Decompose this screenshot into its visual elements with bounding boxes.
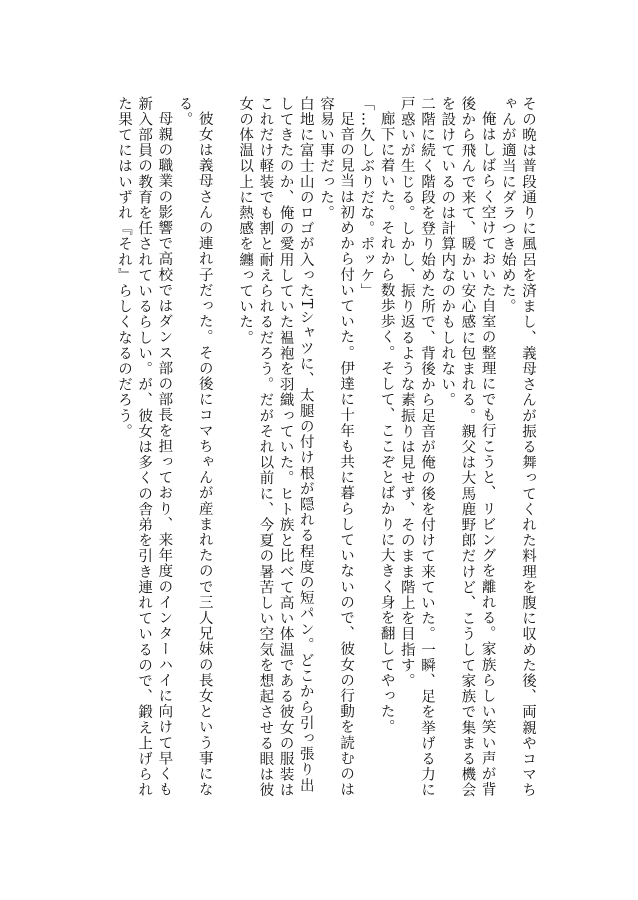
paragraph-6: 足音の見当は初めから付いていた。伊達に十年も共に暮らしていないので、彼女の行動を読むのは容易い事だった。	[317, 96, 355, 797]
paragraph-4: 廊下に着いた。それから数歩歩く。そして、ここぞとばかりに大きく身を翻してやった。	[378, 110, 395, 735]
paragraph-8: 彼女は義母さんの連れ子だった。その後にコマちゃんが産まれたので三人兄妹の長女という事になる。	[176, 96, 213, 797]
paragraph-7: 白地に富士山のロゴが入ったTシャツに、太腿の付け根が隠れる程度の短パン。どこから引っ張り出してきたのか、俺の愛用していた褞袍を羽織っていた。ヒト族と比べて高い体温である彼女の服装はこれだけ軽装でも割と耐えられるだろう。だがそれ以前に、今夏の暑苦しい空気を想起させる眼は彼女の体温以上に熱感を纏っていた。	[237, 96, 314, 798]
paragraph-9: 母親の職業の影響で高校ではダンス部の部長を担っており、来年度のインターハイに向けて早くも新入部員の教育を任されているらしい。が、彼女は多くの舎弟を引き連れているので、鍛え上げられた果てにはいずれ『それ』らしくなるのだろう。	[115, 96, 173, 798]
blank-line	[215, 96, 235, 808]
paragraph-1: その晩は普段通りに風呂を済まし、義母さんが振る舞ってくれた料理を腹に収めた後、両親やコマちゃんが適当にダラつき始めた。	[499, 96, 536, 798]
paragraph-2: 俺はしばらく空けておいた自室の整理にでも行こうと、リビングを離れる。家族らしい笑い声が背後から飛んで来て、暖かい安心感に包まれる。親父は大馬鹿野郎だけど、こうして家族で集まる機会を設けているのは計算内なのかもしれない。	[439, 96, 496, 798]
paragraph-3: 二階に続く階段を登り始めた所で、背後から足音が俺の後を付けて来ていた。一瞬、足を挙げる力に戸惑いが生じる。しかし、振り返るような素振りは見せず、そのまま階上を目指す。	[398, 96, 435, 798]
paragraph-5-dialogue: 「…久しぶりだな。ポッケ」	[358, 96, 375, 299]
novel-text-body	[100, 96, 538, 808]
